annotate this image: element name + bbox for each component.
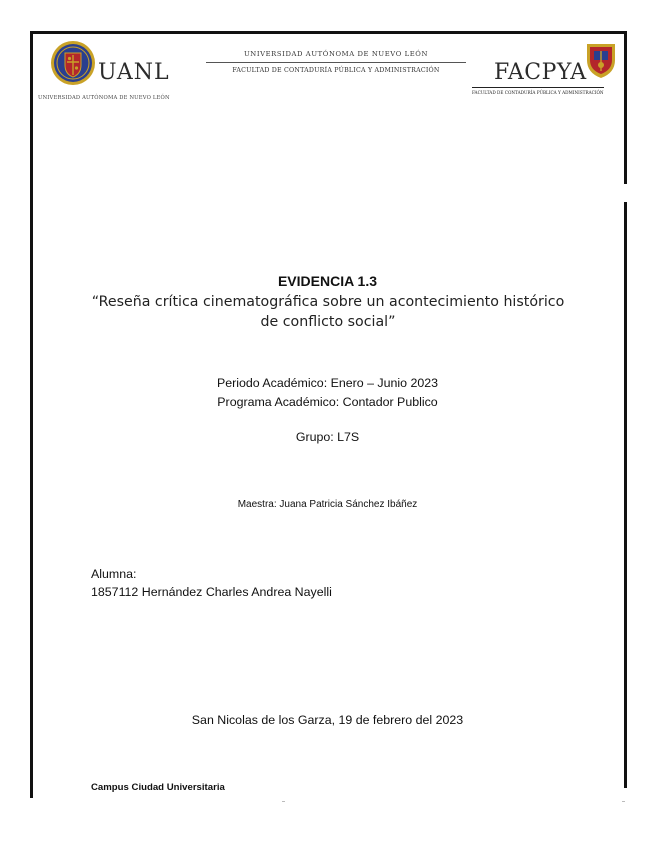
group: Grupo: L7S xyxy=(295,430,360,444)
scan-speck xyxy=(282,801,285,802)
institution-heading xyxy=(206,50,466,74)
scan-speck xyxy=(622,801,625,802)
student-label: Alumna: xyxy=(91,567,137,581)
uanl-logo xyxy=(36,38,201,106)
facpya-logo xyxy=(468,36,621,106)
academic-period: Periodo Académico: Enero – Junio 2023 xyxy=(216,376,439,390)
student-name: 1857112 Hernández Charles Andrea Nayelli xyxy=(91,585,332,599)
document-title: EVIDENCIA 1.3 xyxy=(277,273,378,289)
page-border-top xyxy=(30,31,627,34)
facpya-logo-text: FACPYA xyxy=(494,60,587,85)
academic-program: Programa Académico: Contador Publico xyxy=(217,395,438,409)
facpya-seal-icon xyxy=(584,40,618,80)
page-border-left xyxy=(30,31,33,798)
faculty-name: FACULTAD DE CONTADURÍA PÚBLICA Y ADMINISTRACIÓN xyxy=(232,67,440,74)
document-header xyxy=(36,36,621,106)
page-border-right-lower xyxy=(624,202,627,788)
uanl-logo-subtext: UNIVERSIDAD AUTÓNOMA DE NUEVO LEÓN xyxy=(38,95,170,101)
uanl-seal-icon xyxy=(50,40,96,86)
university-name: UNIVERSIDAD AUTÓNOMA DE NUEVO LEÓN xyxy=(243,50,429,58)
page-border-right-upper xyxy=(624,31,627,184)
campus: Campus Ciudad Universitaria xyxy=(91,782,225,793)
teacher: Maestra: Juana Patricia Sánchez Ibáñez xyxy=(237,499,418,510)
facpya-logo-subtext: FACULTAD DE CONTADURÍA PÚBLICA Y ADMINISTRACIÓN xyxy=(472,87,604,95)
heading-divider xyxy=(206,62,466,63)
uanl-logo-text: UANL xyxy=(98,60,170,85)
place-and-date: San Nicolas de los Garza, 19 de febrero del 2023 xyxy=(191,713,464,727)
document-subtitle: “Reseña crítica cinematográfica sobre un acontecimiento histórico de conflicto social” xyxy=(91,294,565,330)
